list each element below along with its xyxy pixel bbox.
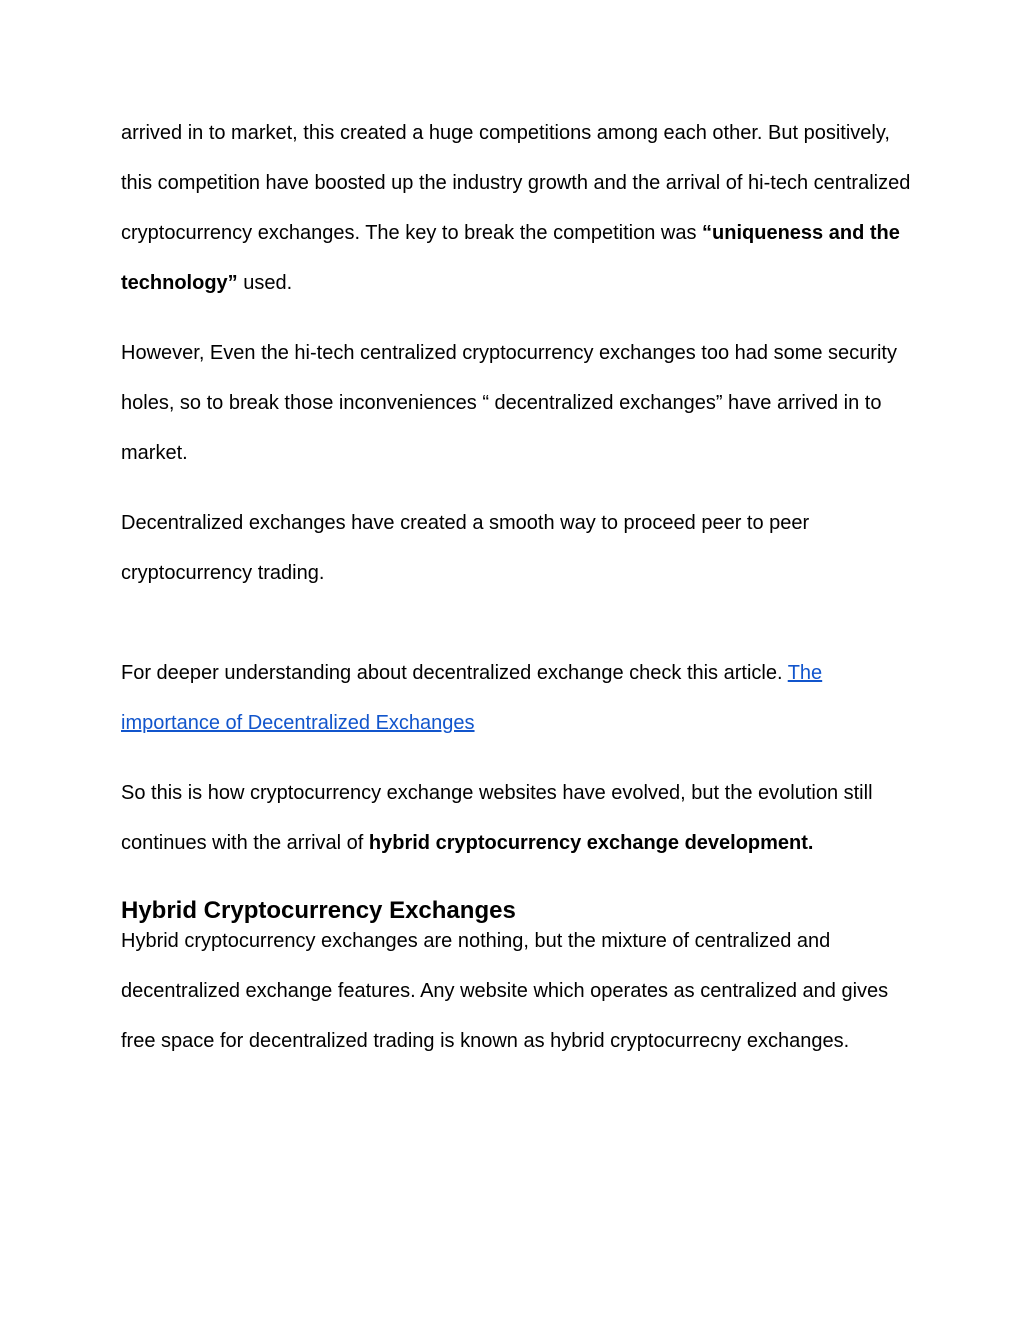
emphasis-uniqueness: “uniqueness and the technology”	[121, 222, 900, 294]
section-heading: Hybrid Cryptocurrency Exchanges	[121, 897, 516, 924]
paragraph-further-reading	[121, 648, 911, 748]
paragraph-hybrid-definition: Hybrid cryptocurrency exchanges are nothing, but the mixture of centralized and decentralized exchange features. Any website which operates as centralized and gives free space for decentralized trading is known as hybrid cryptocurrecny exchanges.	[121, 930, 889, 1052]
paragraph-evolution-text: So this is how cryptocurrency exchange websites have evolved, but the evolution still continues with the arrival of	[121, 782, 873, 854]
paragraph-further-reading-text: For deeper understanding about decentralized exchange check this article.	[121, 662, 788, 684]
paragraph-competition	[121, 108, 911, 308]
paragraph-evolution	[121, 768, 911, 868]
document-page	[121, 108, 911, 1066]
paragraph-competition-end: used.	[237, 272, 293, 294]
paragraph-decentralized: Decentralized exchanges have created a smooth way to proceed peer to peer cryptocurrency trading.	[121, 512, 810, 584]
paragraph-competition-text: arrived in to market, this created a huge competitions among each other. But positively, this competition have boosted up the industry growth and the arrival of hi-tech centralized cryptocurrency exchanges. The key to break the competition was	[121, 122, 911, 244]
article-link[interactable]: The importance of Decentralized Exchanges	[121, 662, 823, 734]
emphasis-hybrid-development: hybrid cryptocurrency exchange development.	[368, 832, 814, 854]
paragraph-security-holes: However, Even the hi-tech centralized cryptocurrency exchanges too had some security holes, so to break those inconveniences “ decentralized exchanges” have arrived in to market.	[121, 342, 897, 464]
